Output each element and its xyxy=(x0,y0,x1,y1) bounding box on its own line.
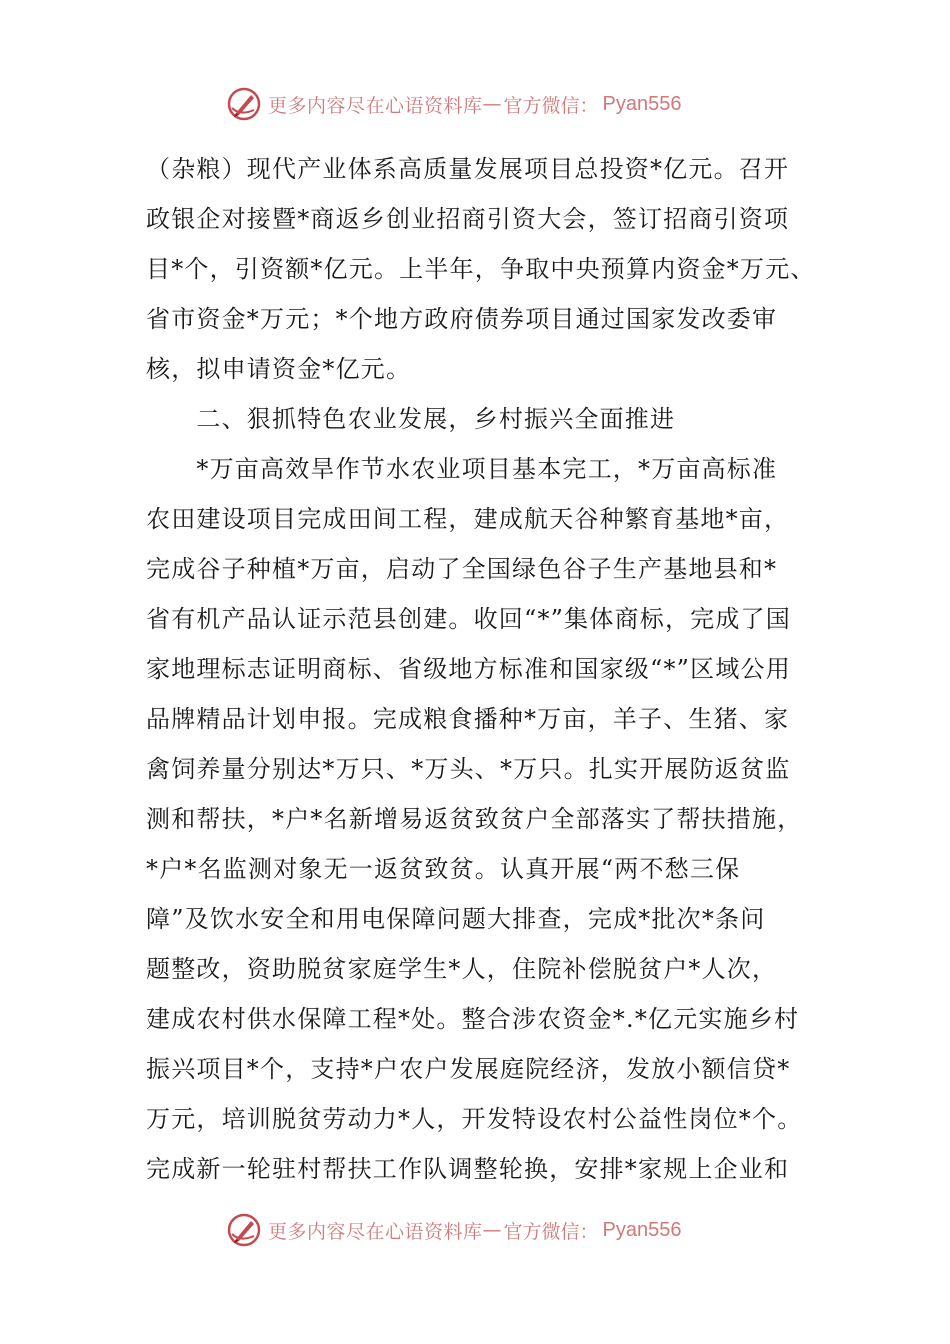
body-line: 测和帮扶，*户*名新增易返贫致贫户全部落实了帮扶措施， xyxy=(146,805,803,833)
body-line: 品牌精品计划申报。完成粮食播种*万亩，羊子、生猪、家 xyxy=(146,705,790,733)
body-line: 省有机产品认证示范县创建。收回“*”集体商标，完成了国 xyxy=(146,605,791,633)
pen-logo-icon xyxy=(226,1212,262,1248)
body-line: *万亩高效旱作节水农业项目基本完工，*万亩高标准 xyxy=(146,455,778,483)
watermark-wechat-label: 官方微信： xyxy=(503,94,599,117)
header-watermark-banner xyxy=(226,84,682,124)
body-line: 省市资金*万元；*个地方政府债券项目通过国家发改委审 xyxy=(146,305,778,333)
watermark-title: 更多内容尽在心语资料库 xyxy=(268,94,483,117)
body-line: 完成新一轮驻村帮扶工作队调整轮换，安排*家规上企业和 xyxy=(146,1155,790,1183)
body-line: 题整改，资助脱贫家庭学生*人，住院补偿脱贫户*人次， xyxy=(146,955,778,983)
body-line: 禽饲养量分别达*万只、*万头、*万只。扎实开展防返贫监 xyxy=(146,755,791,783)
watermark-wechat-id: Pyan556 xyxy=(602,1218,682,1241)
footer-watermark-banner xyxy=(226,1210,682,1250)
body-line: 目*个，引资额*亿元。上半年，争取中央预算内资金*万元、 xyxy=(146,255,816,283)
watermark-separator: — xyxy=(482,1219,502,1241)
watermark-wechat-id: Pyan556 xyxy=(602,92,682,115)
document-body xyxy=(146,144,826,1194)
watermark-wechat-label: 官方微信： xyxy=(503,1220,599,1243)
body-line: 障”及饮水安全和用电保障问题大排查，完成*批次*条问 xyxy=(146,905,766,933)
body-line: 政银企对接暨*商返乡创业招商引资大会，签订招商引资项 xyxy=(146,205,790,233)
pen-logo-icon xyxy=(226,86,262,122)
body-line: 振兴项目*个，支持*户农户发展庭院经济，发放小额信贷* xyxy=(146,1055,791,1083)
section-heading: 二、狠抓特色农业发展，乡村振兴全面推进 xyxy=(146,405,676,433)
body-line: 建成农村供水保障工程*处。整合涉农资金*.*亿元实施乡村 xyxy=(146,1005,800,1033)
watermark-separator: — xyxy=(482,93,502,115)
body-line: 农田建设项目完成田间工程，建成航天谷种繁育基地*亩， xyxy=(146,505,790,533)
body-line: （杂粮）现代产业体系高质量发展项目总投资*亿元。召开 xyxy=(146,155,790,183)
body-line: *户*名监测对象无一返贫致贫。认真开展“两不愁三保 xyxy=(146,855,741,883)
body-line: 完成谷子种植*万亩，启动了全国绿色谷子生产基地县和* xyxy=(146,555,778,583)
body-line: 万元，培训脱贫劳动力*人，开发特设农村公益性岗位*个。 xyxy=(146,1105,803,1133)
watermark-title: 更多内容尽在心语资料库 xyxy=(268,1220,483,1243)
body-line: 核，拟申请资金*亿元。 xyxy=(146,355,412,383)
body-line: 家地理标志证明商标、省级地方标准和国家级“*”区域公用 xyxy=(146,655,791,683)
